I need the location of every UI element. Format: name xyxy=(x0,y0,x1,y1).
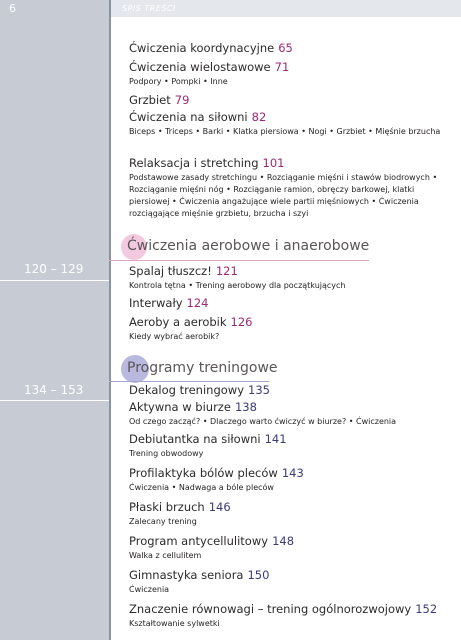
toc-entry[interactable] xyxy=(129,432,454,460)
entry-title: Program antycellulitowy xyxy=(129,534,269,548)
entry-title: Ćwiczenia na siłowni xyxy=(129,110,248,124)
entry-subtopics: Ćwiczenia • Nadwaga a bóle pleców xyxy=(129,483,274,492)
toc-entry[interactable] xyxy=(129,315,454,343)
entry-page: 141 xyxy=(264,432,287,446)
section-title-aerobic: Ćwiczenia aerobowe i anaerobowe xyxy=(127,238,370,254)
entry-subtopics: Ćwiczenia xyxy=(129,585,170,594)
entry-subtopics: Od czego zacząć? • Dlaczego warto ćwiczyć w biurze? • Ćwiczenia xyxy=(129,417,397,426)
entry-title: Ćwiczenia koordynacyjne xyxy=(129,41,275,55)
range-rule xyxy=(0,400,109,401)
toc-entry[interactable] xyxy=(129,264,454,292)
entry-page: 152 xyxy=(415,602,438,616)
section-title-programs: Programy treningowe xyxy=(127,360,278,376)
entry-subtopics: Kontrola tętna • Trening aerobowy dla początkujących xyxy=(129,281,346,290)
page-number: 6 xyxy=(9,2,16,15)
toc-entry[interactable] xyxy=(129,383,454,398)
toc-entry[interactable] xyxy=(129,60,454,88)
entry-subtopics: Trening obwodowy xyxy=(129,449,204,458)
range-rule xyxy=(0,280,109,281)
toc-entry[interactable] xyxy=(129,500,454,528)
entry-title: Płaski brzuch xyxy=(129,500,205,514)
section-range-aerobic: 120 – 129 xyxy=(24,262,84,276)
toc-entry[interactable] xyxy=(129,156,454,220)
entry-page: 148 xyxy=(272,534,295,548)
entry-title: Aktywna w biurze xyxy=(129,400,231,414)
entry-title: Znaczenie równowagi – trening ogólnorozwojowy xyxy=(129,602,412,616)
entry-page: 135 xyxy=(248,383,270,397)
entry-title: Profilaktyka bólów pleców xyxy=(129,466,278,480)
toc-entry[interactable] xyxy=(129,466,454,494)
entry-subtopics: Kształtowanie sylwetki xyxy=(129,619,220,628)
header-title: SPIS TREŚCI xyxy=(122,4,176,13)
toc-entry[interactable] xyxy=(129,93,454,108)
toc-entry[interactable] xyxy=(129,110,454,138)
entry-title: Relaksacja i stretching xyxy=(129,156,259,170)
toc-entry[interactable] xyxy=(129,41,454,56)
header-band xyxy=(0,0,461,17)
entry-title: Dekalog treningowy xyxy=(129,383,244,397)
entry-page: 79 xyxy=(174,93,190,107)
entry-page: 126 xyxy=(230,315,253,329)
entry-title: Spalaj tłuszcz! xyxy=(129,264,212,278)
entry-subtopics: Biceps • Triceps • Barki • Klatka piersiowa • Nogi • Grzbiet • Mięśnie brzucha xyxy=(129,127,441,136)
section-rule xyxy=(109,381,269,382)
section-rule xyxy=(109,260,369,261)
vertical-divider xyxy=(109,0,111,640)
toc-entry[interactable] xyxy=(129,296,454,311)
entry-page: 121 xyxy=(215,264,238,278)
entry-subtopics: Walka z cellulitem xyxy=(129,551,202,560)
entry-subtopics: Podpory • Pompki • Inne xyxy=(129,77,228,86)
entry-subtopics: Podstawowe zasady stretchingu • Rozciąganie mięśni i stawów biodrowych • Rozciąganie mięśni nóg • Rozciąganie ramion, obręczy barkowej, klatki piersiowej • Ćwiczenia angażujące wiele partii mięśniowych • Ćwiczenia rozciągające mięśnie grzbietu, brzucha i szyi xyxy=(129,173,438,218)
entry-page: 146 xyxy=(208,500,231,514)
entry-subtopics: Zalecany trening xyxy=(129,517,197,526)
sidebar xyxy=(0,0,109,640)
entry-title: Debiutantka na siłowni xyxy=(129,432,261,446)
toc-entry[interactable] xyxy=(129,602,454,630)
entry-subtopics: Kiedy wybrać aerobik? xyxy=(129,332,220,341)
entry-page: 71 xyxy=(274,60,290,74)
entry-title: Gimnastyka seniora xyxy=(129,568,244,582)
entry-title: Grzbiet xyxy=(129,93,171,107)
entry-page: 150 xyxy=(247,568,270,582)
toc-entry[interactable] xyxy=(129,534,454,562)
section-range-programs: 134 – 153 xyxy=(24,383,84,397)
entry-page: 138 xyxy=(234,400,257,414)
entry-title: Ćwiczenia wielostawowe xyxy=(129,60,271,74)
entry-page: 82 xyxy=(251,110,267,124)
toc-entry[interactable] xyxy=(129,568,454,596)
entry-page: 65 xyxy=(278,41,293,55)
entry-page: 143 xyxy=(281,466,304,480)
entry-page: 101 xyxy=(262,156,285,170)
entry-page: 124 xyxy=(186,296,209,310)
entry-title: Interwały xyxy=(129,296,183,310)
entry-title: Aeroby a aerobik xyxy=(129,315,227,329)
toc-entry[interactable] xyxy=(129,400,454,428)
